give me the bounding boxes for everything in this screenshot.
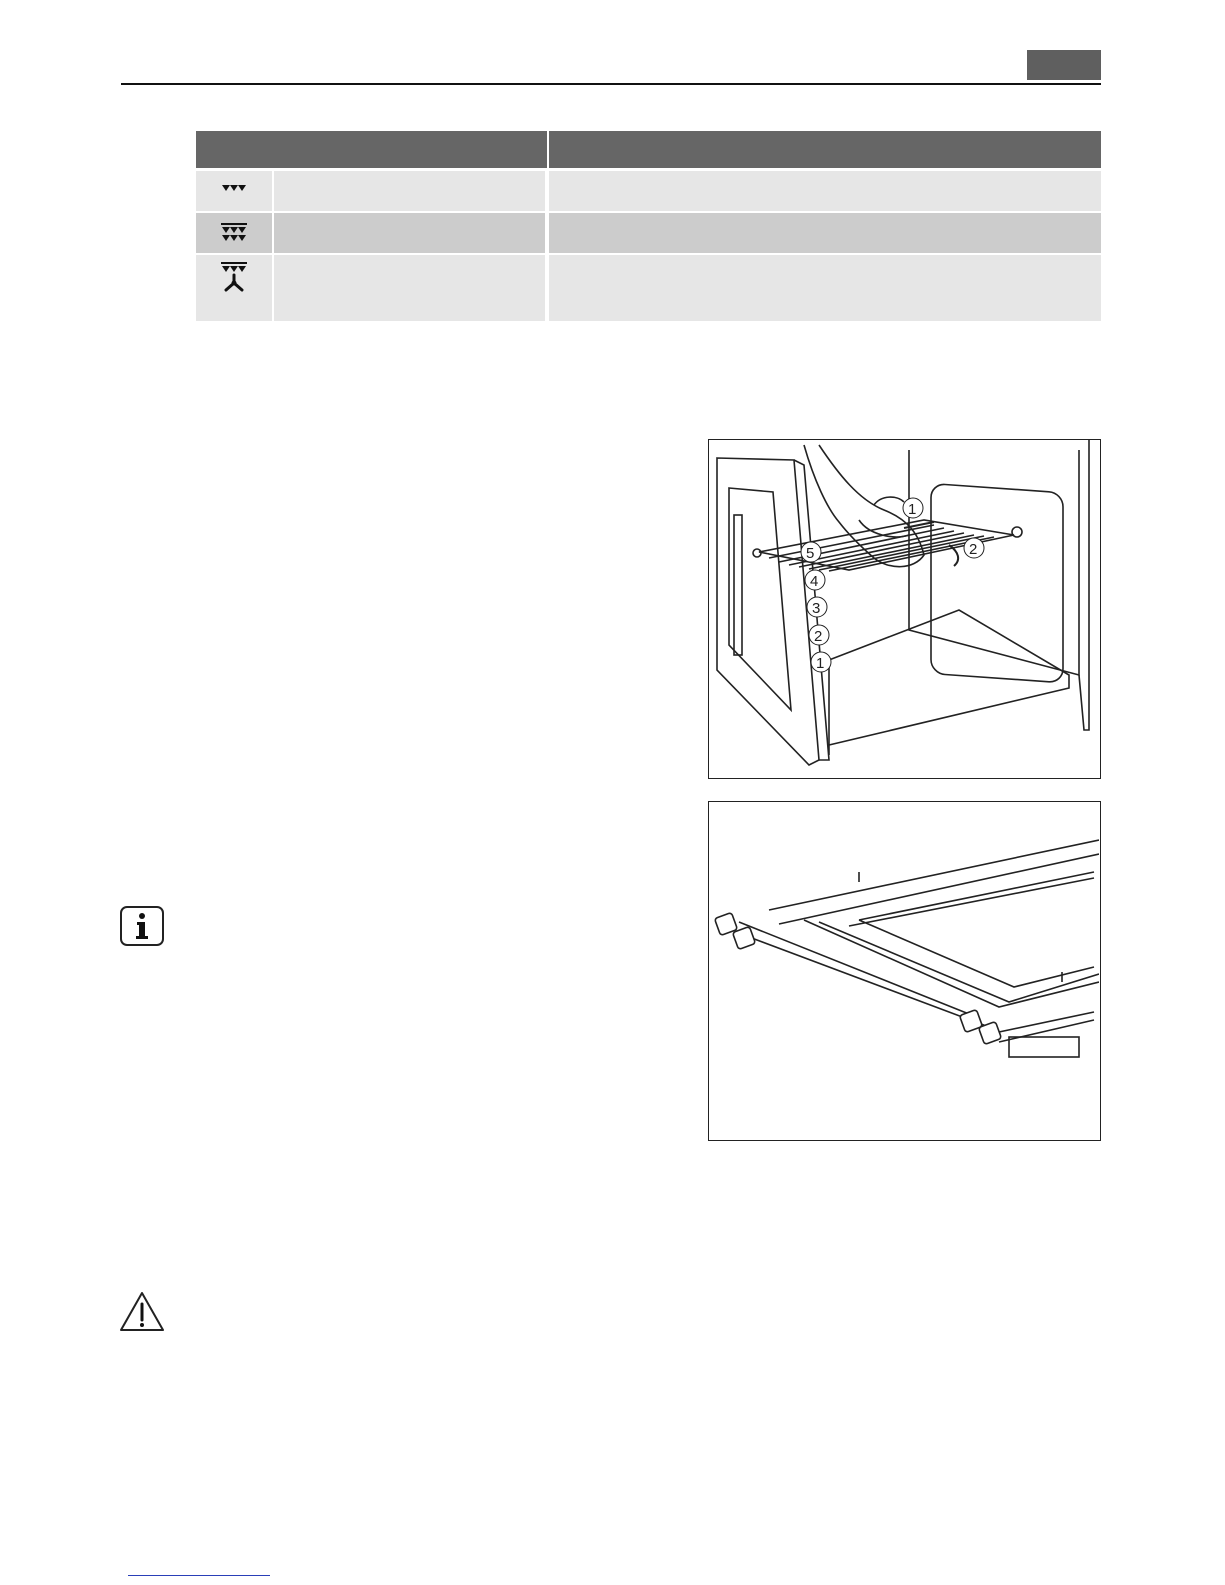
top-heat-icon xyxy=(219,183,249,213)
table-row xyxy=(196,255,1101,321)
section-tab xyxy=(1027,50,1101,80)
table-cell-name xyxy=(274,213,545,253)
shelf-insertion-figure xyxy=(708,439,1101,779)
shelf-level-3: 3 xyxy=(812,600,821,617)
shelf-level-4: 4 xyxy=(810,573,819,590)
table-cell-name xyxy=(274,255,545,321)
shelf-level-5: 5 xyxy=(806,545,815,562)
table-row xyxy=(196,213,1101,253)
shelf-level-2: 2 xyxy=(814,628,823,645)
table-cell-icon xyxy=(196,255,272,321)
table-header-function xyxy=(196,131,547,168)
callout-1: 1 xyxy=(908,501,917,518)
info-icon xyxy=(120,906,164,946)
table-cell-icon xyxy=(196,171,272,211)
table-header-application xyxy=(549,131,1101,168)
oven-shelf-illustration xyxy=(709,440,1099,777)
callout-2: 2 xyxy=(969,541,978,558)
telescopic-runner-illustration xyxy=(709,802,1099,1139)
telescopic-runner-figure xyxy=(708,801,1101,1141)
warning-icon xyxy=(119,1290,165,1332)
table-cell-description xyxy=(549,255,1101,321)
table-row xyxy=(196,171,1101,211)
table-cell-icon xyxy=(196,213,272,253)
table-cell-description xyxy=(549,213,1101,253)
footer-link-underline xyxy=(128,1575,270,1576)
header-rule xyxy=(121,83,1101,85)
grill-icon xyxy=(219,222,249,252)
table-cell-name xyxy=(274,171,545,211)
table-cell-description xyxy=(549,171,1101,211)
grill-fan-icon xyxy=(219,261,249,297)
shelf-level-1: 1 xyxy=(816,655,825,672)
